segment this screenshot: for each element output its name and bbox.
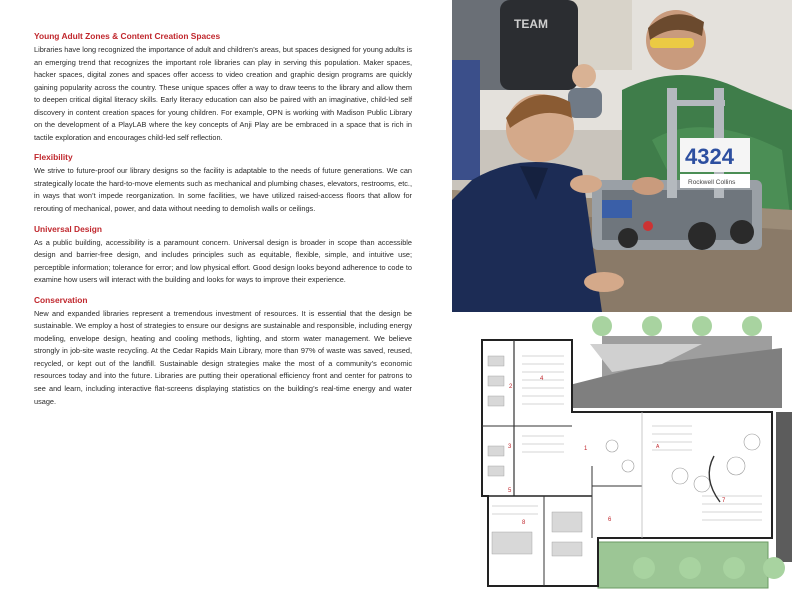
section-universal-design — [34, 223, 412, 287]
section-heading: Flexibility — [34, 152, 73, 163]
section-young-adult — [34, 30, 412, 144]
section-body: As a public building, accessibility is a paramount concern. Universal design is broader in scope than accessible design and barrier-free design, and includes principles such as equitable, flexible, simple, and intuitive use; perceptible information; tolerance for error; and low physical effort. Good design looks beyond adherence to code to examine how users will interact with the building and looks for ways to improve their experience. — [34, 237, 412, 285]
section-conservation — [34, 294, 412, 408]
robot-number: 4324 — [685, 144, 734, 169]
room-number: 5 — [508, 488, 512, 494]
room-number: 1 — [584, 446, 588, 452]
section-body: New and expanded libraries represent a tremendous investment of resources. It is essential that the design be sustainable. We employ a host of strategies to ensure our designs are sustainable and responsible, including energy modeling, envelope design, heating and cooling methods, lighting, and storm water management. We believe strongly in job-site waste recycling. At the Cedar Rapids Main Library, more than 97% of waste was saved, reused, recycled, or kept out of the landfill. Sustainable design strategies make the most of a community’s economic resources today and into the future. Libraries are putting their operational efficiency front and center for patrons to see and learn, including interactive flat-screens displaying statistics on the building’s real-time energy and water usage. — [34, 308, 412, 406]
room-number: 3 — [508, 444, 512, 450]
robot-label: Rockwell Collins — [688, 179, 736, 186]
floor-plan-drawing — [452, 316, 792, 612]
section-body: Libraries have long recognized the importance of adult and children’s areas, but spaces designed for young adults is an emerging trend that recognizes the important role libraries can play in serving this population. Maker spaces, hacker spaces, digital zones and spaces offer access to video creation and graphic design programs are quickly gaining popularity across the country. These unique spaces offer a way to draw teens to the library and allow them to deepen critical digital literacy skills. Early literacy education can also be paired with an imaginative, child-led self discovery in content creation spaces for young children. For example, OPN is working with Madison Public Library on the development of a PlayLAB where the key concepts of Anji Play are be embraced in a space that is rich in tactile exploration and encourages child-led self reflection. — [34, 45, 412, 142]
robotics-photo-illustration — [452, 0, 792, 312]
section-body: We strive to future-proof our library designs so the facility is adaptable to the needs of future generations. We can strategically locate the hard-to-move elements such as mechanical and plumbing chases, elevators, restrooms, etc., in ways that won’t impede reorganization. In some facilities, we have utilized raised-access floors that allow for rerouting of mechanical, power, and data without needing to demolish walls or ceilings. — [34, 166, 412, 214]
room-number: 8 — [522, 520, 526, 526]
section-heading: Universal Design — [34, 223, 102, 234]
robotics-photo — [452, 0, 792, 312]
room-number: 6 — [608, 517, 612, 523]
svg-text:A: A — [656, 444, 660, 450]
room-number: 2 — [509, 384, 513, 390]
section-flexibility — [34, 151, 412, 215]
section-heading: Conservation — [34, 294, 88, 305]
room-number: 7 — [722, 498, 726, 504]
article-text — [34, 30, 412, 415]
room-number: 4 — [540, 376, 544, 382]
floor-plan — [452, 316, 792, 612]
shirt-text: TEAM — [514, 17, 548, 31]
section-heading: Young Adult Zones & Content Creation Spaces — [34, 31, 221, 41]
